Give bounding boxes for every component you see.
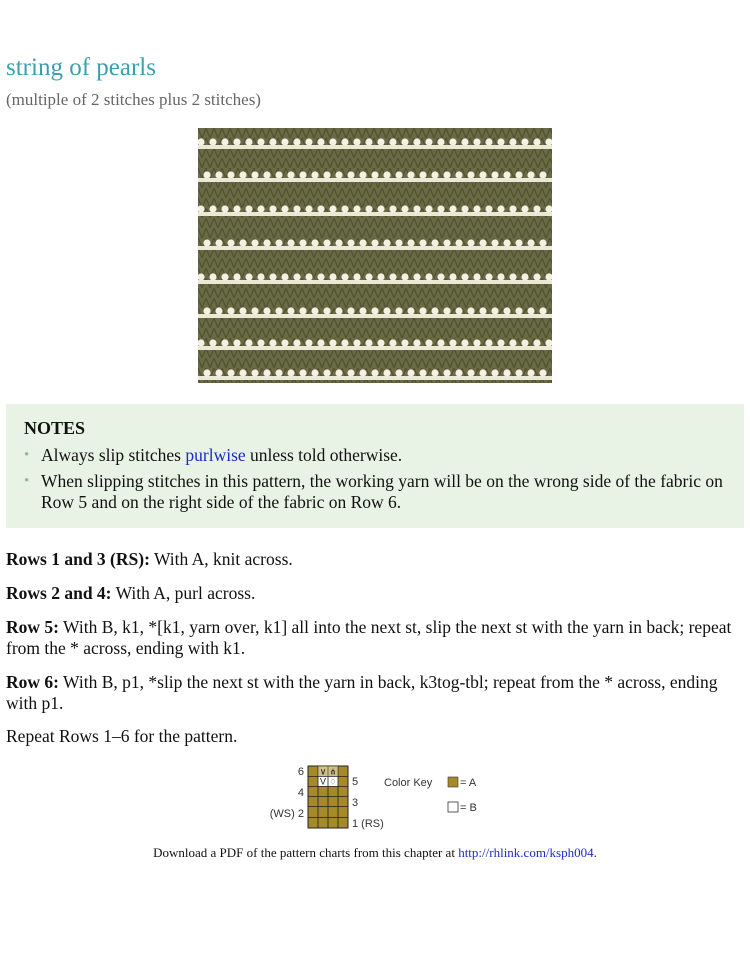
instruction-text: With A, purl across. bbox=[111, 583, 256, 603]
note-item bbox=[24, 471, 726, 513]
swatch-photo bbox=[198, 128, 552, 383]
footer-text: Download a PDF of the pattern charts from this chapter at bbox=[153, 845, 459, 860]
repeat-instruction: Repeat Rows 1–6 for the pattern. bbox=[6, 726, 238, 746]
footer-note bbox=[0, 845, 750, 861]
color-a-swatch bbox=[448, 777, 458, 787]
note-text: Always slip stitches bbox=[41, 445, 186, 465]
stitch-chart bbox=[262, 762, 492, 832]
notes-box bbox=[6, 404, 744, 528]
chart-row-label: 6 bbox=[297, 766, 304, 778]
color-b-label: = B bbox=[460, 802, 477, 814]
chart-grid bbox=[308, 766, 348, 828]
instruction-label: Row 5: bbox=[6, 617, 59, 637]
bullet-icon: • bbox=[24, 447, 30, 463]
instruction-text: With B, k1, *[k1, yarn over, k1] all into the next st, slip the next st with the yarn in back; repeat from the * across, ending with k1. bbox=[6, 617, 732, 658]
page-title: string of pearls bbox=[6, 54, 156, 81]
chart-row-label: 4 bbox=[297, 787, 304, 799]
note-text: When slipping stitches in this pattern, the working yarn will be on the wrong side of the fabric on Row 5 and on the right side of the fabric on Row 6. bbox=[41, 471, 723, 512]
instruction-row bbox=[6, 672, 746, 714]
color-b-swatch bbox=[448, 802, 458, 812]
note-item bbox=[24, 445, 726, 466]
chart-row-label: (WS) 2 bbox=[269, 808, 304, 820]
instruction-row bbox=[6, 617, 746, 659]
k3tog-symbol-icon: ∨ bbox=[319, 766, 327, 777]
purlwise-link[interactable]: purlwise bbox=[185, 445, 246, 465]
increase-symbol-icon: ⋔ bbox=[329, 767, 337, 777]
slip-symbol-icon: V bbox=[319, 776, 327, 787]
instruction-row bbox=[6, 549, 746, 570]
chart-row-label: 1 (RS) bbox=[352, 818, 384, 830]
chart-row-label: 5 bbox=[352, 776, 359, 788]
bullet-icon: • bbox=[24, 473, 30, 489]
notes-heading: NOTES bbox=[24, 418, 86, 438]
chart-row-label: 3 bbox=[352, 797, 359, 809]
increase-symbol-icon: ♢ bbox=[329, 777, 337, 787]
instruction-label: Rows 2 and 4: bbox=[6, 583, 112, 603]
instruction-text: With B, p1, *slip the next st with the yarn in back, k3tog-tbl; repeat from the * across, ending with p1. bbox=[6, 672, 718, 713]
color-a-label: = A bbox=[460, 777, 477, 789]
page-subtitle: (multiple of 2 stitches plus 2 stitches) bbox=[6, 90, 261, 109]
color-key-title: Color Key bbox=[384, 777, 433, 789]
pdf-download-link[interactable]: http://rhlink.com/ksph004 bbox=[458, 845, 594, 860]
instruction-label: Row 6: bbox=[6, 672, 59, 692]
instruction-label: Rows 1 and 3 (RS): bbox=[6, 549, 150, 569]
note-text: unless told otherwise. bbox=[245, 445, 403, 465]
instruction-row bbox=[6, 583, 746, 604]
footer-period: . bbox=[593, 845, 597, 860]
instruction-text: With A, knit across. bbox=[149, 549, 293, 569]
